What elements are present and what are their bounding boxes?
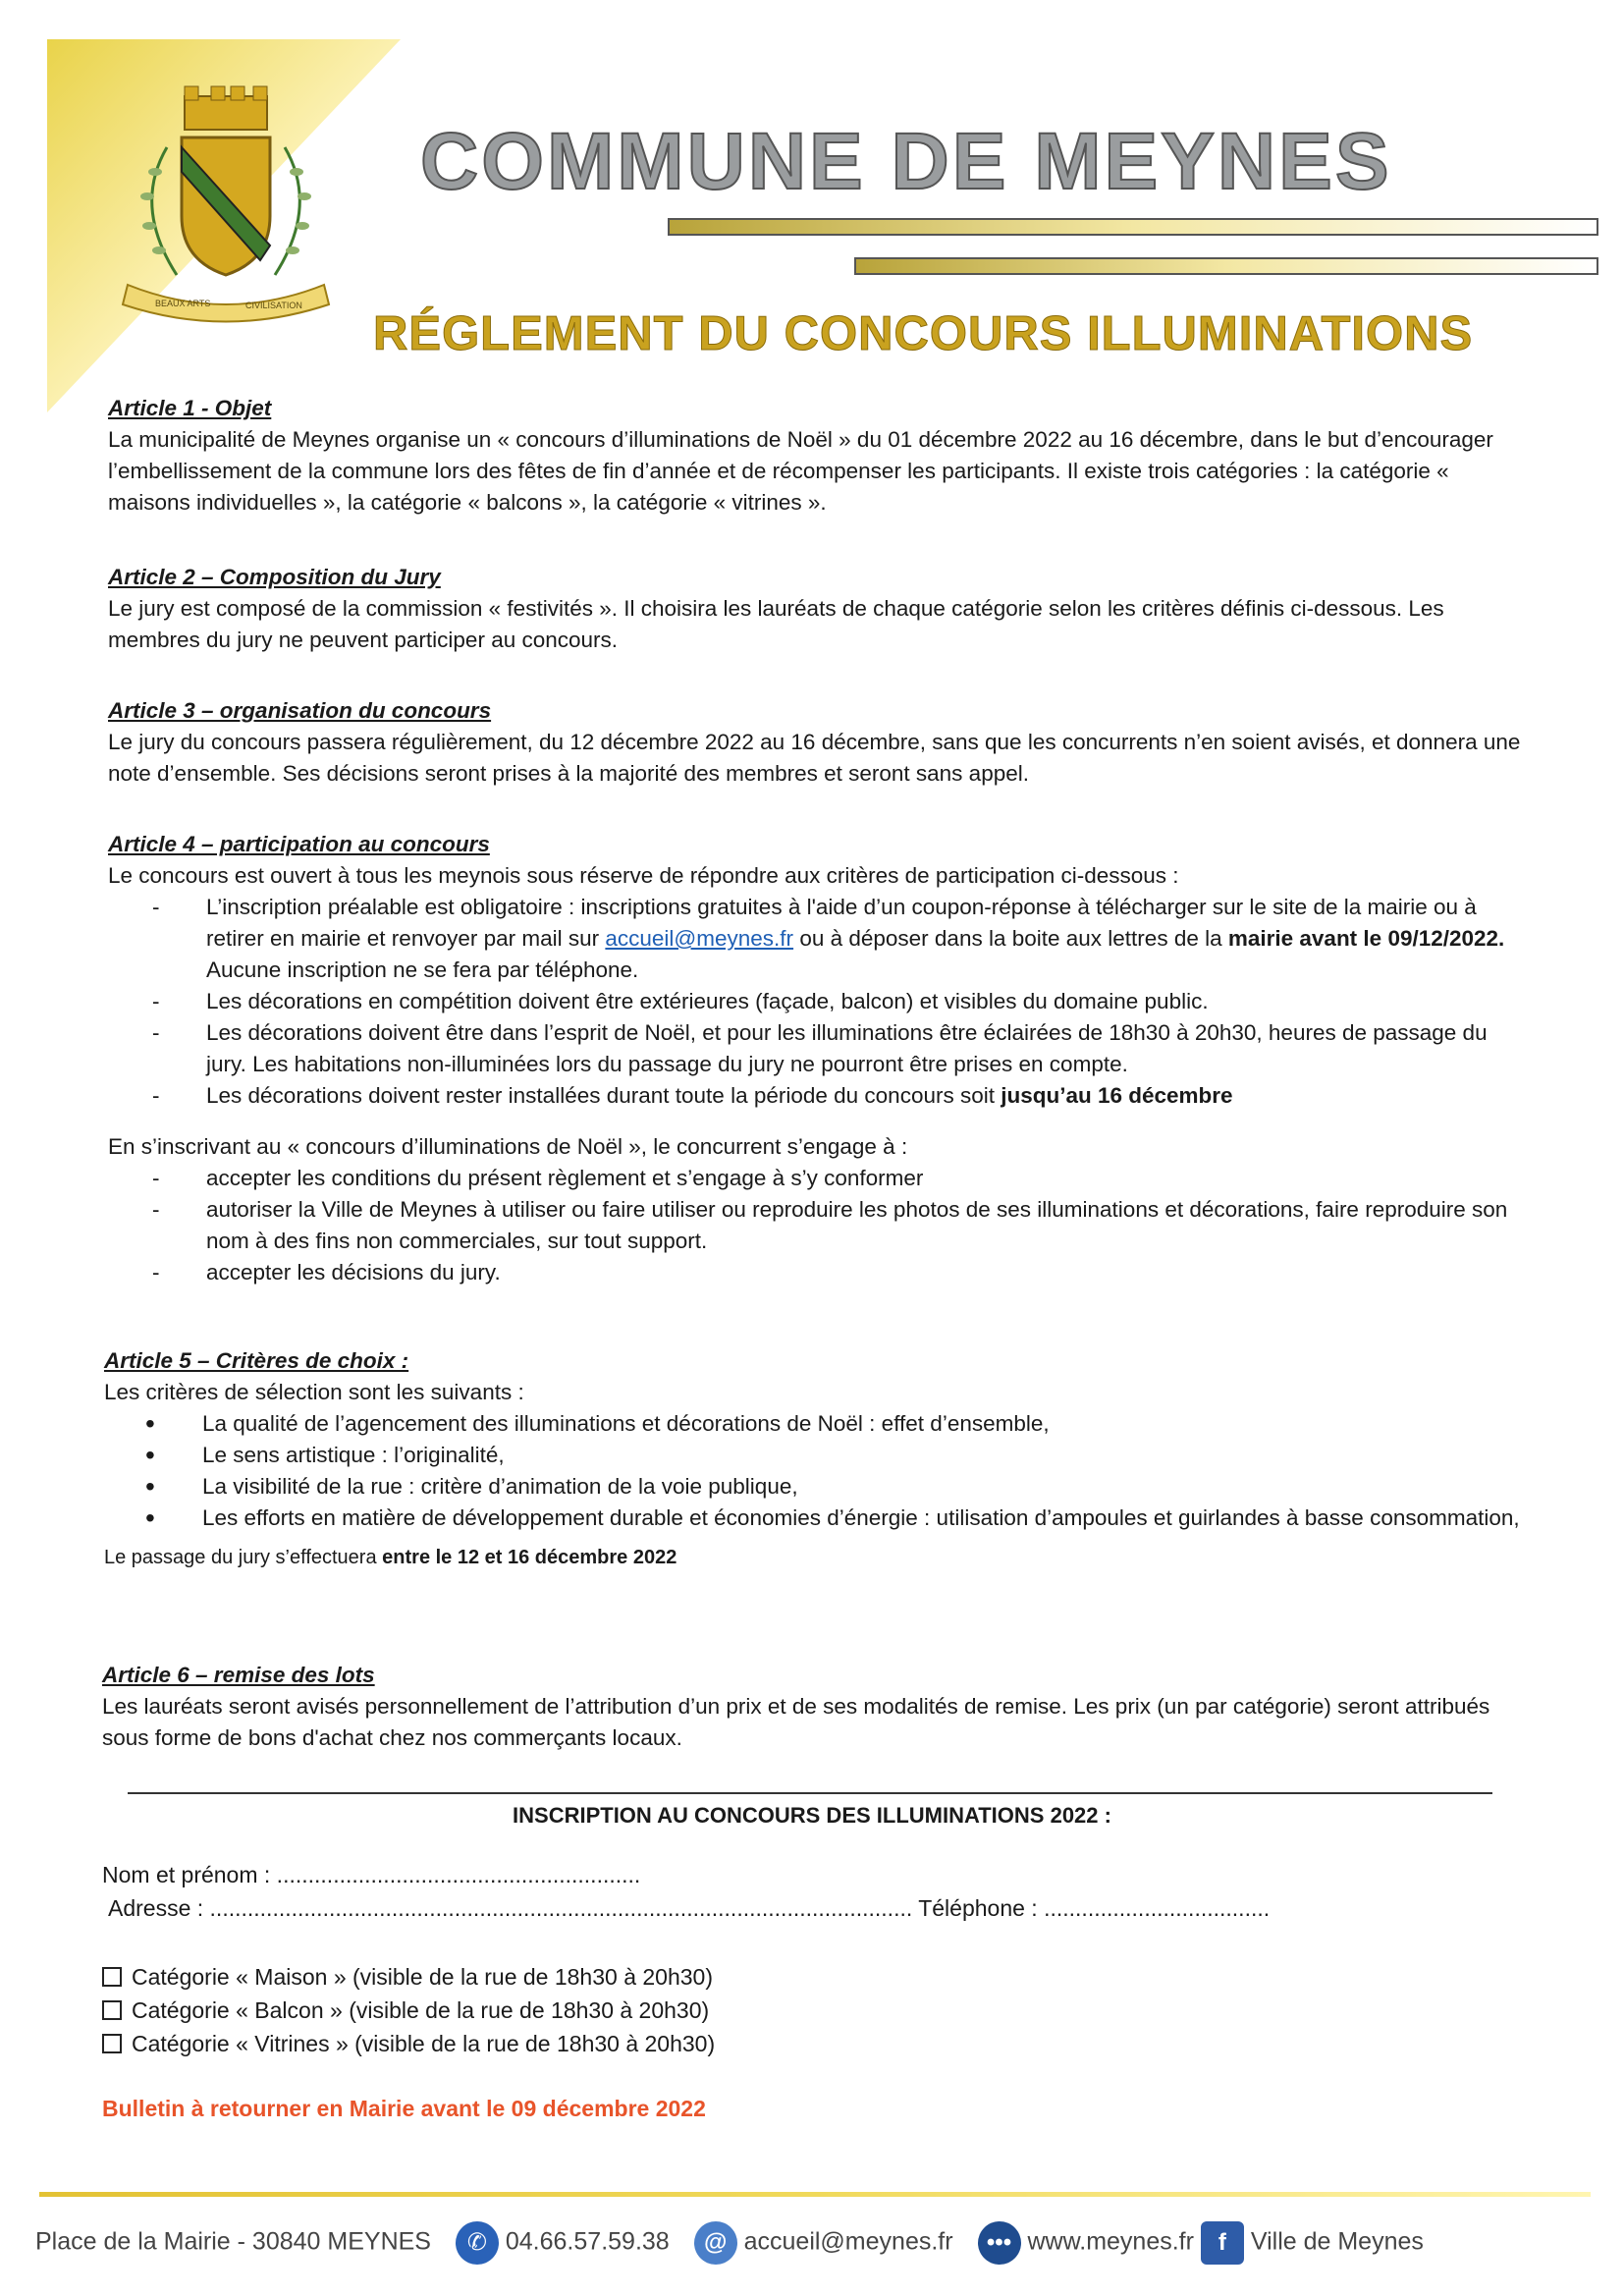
article-4-intro: Le concours est ouvert à tous les meynois sous réserve de répondre aux critères de participation ci-dessous : [108, 863, 1179, 888]
category-options [102, 1960, 715, 2060]
footer-contact [35, 2221, 1606, 2270]
engagement-item: - accepter les décisions du jury. [108, 1257, 1526, 1288]
criteria-item: • La qualité de l’agencement des illuminations et décorations de Noël : effet d’ensemble, [104, 1408, 1526, 1440]
article-3 [108, 695, 1526, 790]
article-5-heading: Article 5 – Critères de choix : [104, 1348, 409, 1373]
engagement-list [108, 1163, 1526, 1288]
name-field[interactable]: Nom et prénom : .......................................................... [102, 1862, 641, 1887]
footer-address: Place de la Mairie - 30840 MEYNES [35, 2227, 431, 2256]
article-1-heading: Article 1 - Objet [108, 396, 272, 420]
criteria-item: • Les efforts en matière de développement durable et économies d’énergie : utilisation d’ampoules et guirlandes à basse consommation, [104, 1503, 1526, 1534]
article-6-text: Les lauréats seront avisés personnellement de l’attribution d’un prix et de ses modalités de remise. Les prix (un par catégorie) seront attribués sous forme de bons d'achat chez nos commerçants locaux. [102, 1694, 1490, 1750]
footer-gold-line [39, 2192, 1591, 2197]
meynes-coat-of-arms [108, 79, 344, 334]
footer-website[interactable]: www.meynes.fr [1027, 2227, 1194, 2256]
address-phone-field[interactable]: Adresse : ................................................................................................................ Téléphone : .................................... [108, 1895, 1271, 1921]
footer-email[interactable]: accueil@meynes.fr [743, 2227, 953, 2256]
article-5 [104, 1345, 1526, 1573]
footer-facebook[interactable]: Ville de Meynes [1250, 2227, 1424, 2256]
title-rule-top [668, 218, 1598, 236]
criteria-list [104, 1408, 1526, 1534]
article-2 [108, 562, 1526, 656]
article-6 [102, 1660, 1526, 1754]
category-vitrines[interactable]: Catégorie « Vitrines » (visible de la rue de 18h30 à 20h30) [102, 2027, 715, 2060]
article-6-heading: Article 6 – remise des lots [102, 1663, 375, 1687]
at-icon: @ [694, 2221, 737, 2265]
engagement-intro: En s’inscrivant au « concours d’illuminations de Noël », le concurrent s’engage à : [108, 1134, 908, 1159]
phone-icon: ✆ [456, 2221, 499, 2265]
return-deadline: Bulletin à retourner en Mairie avant le 09 décembre 2022 [102, 2096, 706, 2121]
engagement-item: - accepter les conditions du présent règlement et s’engage à s’y conformer [108, 1163, 1526, 1194]
form-separator [128, 1792, 1492, 1794]
article-3-heading: Article 3 – organisation du concours [108, 698, 492, 723]
title-rule-bottom [854, 257, 1598, 275]
article-4 [108, 829, 1526, 1288]
email-link[interactable]: accueil@meynes.fr [605, 926, 794, 951]
rule-christmas-spirit: - Les décorations doivent être dans l’esprit de Noël, et pour les illuminations être éclairées de 18h30 à 20h30, heures de passage du jury. Les habitations non-illuminées lors du passage du jury ne pourront être prises en compte. [108, 1017, 1526, 1080]
category-maison[interactable]: Catégorie « Maison » (visible de la rue de 18h30 à 20h30) [102, 1960, 715, 1994]
article-2-text: Le jury est composé de la commission « festivités ». Il choisira les lauréats de chaque catégorie selon les critères définis ci-dessous. Les membres du jury ne peuvent participer au concours. [108, 596, 1444, 652]
participation-rules [108, 892, 1526, 1112]
facebook-icon: f [1201, 2221, 1244, 2265]
criteria-item: • La visibilité de la rue : critère d’animation de la voie publique, [104, 1471, 1526, 1503]
footer-phone[interactable]: 04.66.57.59.38 [505, 2227, 670, 2256]
checkbox-vitrines[interactable] [102, 2034, 122, 2053]
article-2-heading: Article 2 – Composition du Jury [108, 565, 441, 589]
commune-title: COMMUNE DE MEYNES [420, 117, 1392, 206]
rule-registration: - L’inscription préalable est obligatoire : inscriptions gratuites à l'aide d’un coupon-réponse à télécharger sur le site de la mairie ou à retirer en mairie et renvoyer par mail sur accueil@meynes.fr ou à déposer dans la boite aux lettres de la mairie avant le 09/12/2022. Aucune inscription ne se fera par téléphone. [108, 892, 1526, 986]
checkbox-balcon[interactable] [102, 2000, 122, 2020]
jury-passage: Le passage du jury s’effectuera entre le 12 et 16 décembre 2022 [104, 1547, 677, 1568]
article-1-text: La municipalité de Meynes organise un « concours d’illuminations de Noël » du 01 décembre 2022 au 16 décembre, dans le but d’encourager l’embellissement de la commune lors des fêtes de fin d’année et de récompenser les participants. Il existe trois catégories : la catégorie « maisons individuelles », la catégorie « balcons », la catégorie « vitrines ». [108, 427, 1493, 515]
rule-installed: - Les décorations doivent rester installées durant toute la période du concours soit jusqu’au 16 décembre [108, 1080, 1526, 1112]
article-4-heading: Article 4 – participation au concours [108, 832, 490, 856]
article-5-intro: Les critères de sélection sont les suivants : [104, 1380, 524, 1404]
engagement-item: - autoriser la Ville de Meynes à utiliser ou faire utiliser ou reproduire les photos de ses illuminations et décorations, faire reproduire son nom à des fins non commerciales, sur tout support. [108, 1194, 1526, 1257]
checkbox-maison[interactable] [102, 1967, 122, 1987]
crest-ribbon-left: BEAUX ARTS [155, 299, 211, 308]
crest-ribbon-right: CIVILISATION [245, 301, 302, 310]
form-title: INSCRIPTION AU CONCOURS DES ILLUMINATIONS 2022 : [513, 1803, 1111, 1828]
category-balcon[interactable]: Catégorie « Balcon » (visible de la rue de 18h30 à 20h30) [102, 1994, 715, 2027]
article-1 [108, 393, 1526, 519]
globe-icon: ••• [978, 2221, 1021, 2265]
document-subtitle: RÉGLEMENT DU CONCOURS ILLUMINATIONS [373, 307, 1474, 360]
criteria-item: • Le sens artistique : l’originalité, [104, 1440, 1526, 1471]
rule-exterior: - Les décorations en compétition doivent être extérieures (façade, balcon) et visibles du domaine public. [108, 986, 1526, 1017]
article-3-text: Le jury du concours passera régulièrement, du 12 décembre 2022 au 16 décembre, sans que les concurrents n’en soient avisés, et donnera une note d’ensemble. Ses décisions seront prises à la majorité des membres et seront sans appel. [108, 730, 1521, 786]
